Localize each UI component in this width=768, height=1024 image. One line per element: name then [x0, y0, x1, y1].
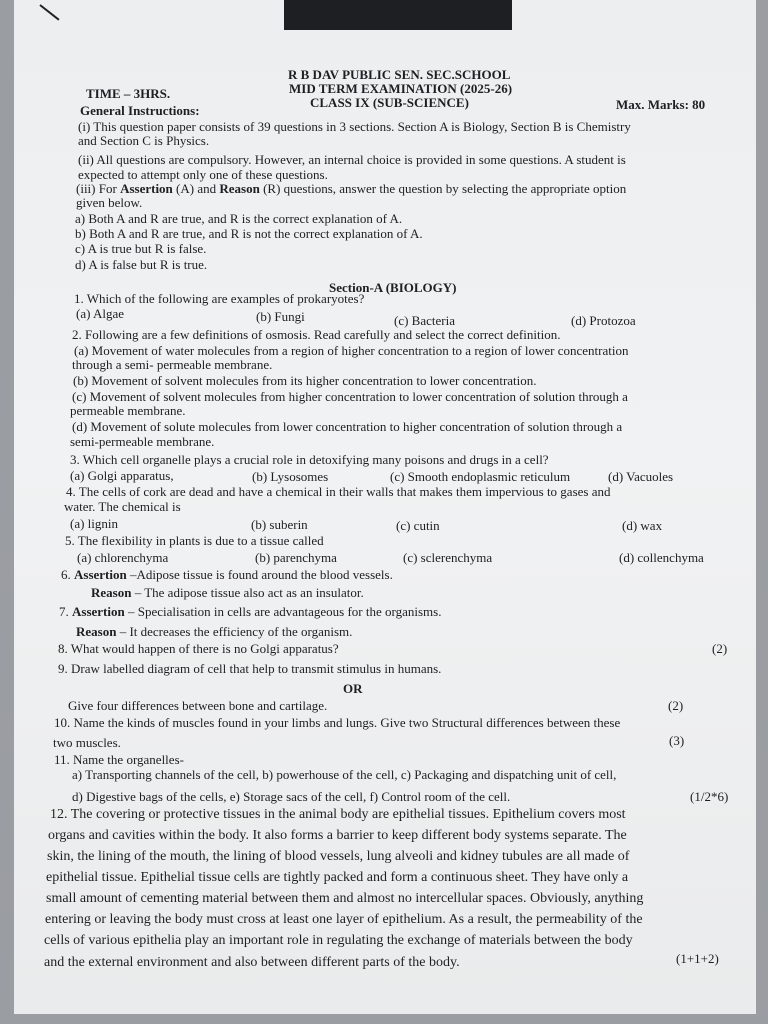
- q5-option-a: (a) chlorenchyma: [77, 550, 169, 565]
- instruction-iii-line1: (iii) For Assertion (A) and Reason (R) questions, answer the question by selecting the appropriate option: [76, 181, 627, 196]
- q6-reason: Reason – The adipose tissue also act as an insulator.: [91, 585, 364, 600]
- q2-option-b: (b) Movement of solvent molecules from its higher concentration to lower concentration.: [73, 373, 537, 388]
- q9-or: OR: [343, 681, 363, 696]
- q4-text-line2: water. The chemical is: [64, 499, 181, 514]
- exam-time: TIME – 3HRS.: [86, 86, 171, 101]
- q12-line2: organs and cavities within the body. It also forms a barrier to keep different body systems separate. The: [48, 828, 627, 843]
- q11-line2: d) Digestive bags of the cells, e) Storage sacs of the cell, f) Control room of the cell.: [72, 789, 511, 804]
- instruction-iii-line2: given below.: [76, 195, 143, 210]
- pen-mark: [39, 4, 59, 20]
- q4-option-c: (c) cutin: [396, 518, 440, 533]
- q3-option-c: (c) Smooth endoplasmic reticulum: [390, 469, 571, 484]
- q12-line7: cells of various epithelia play an important role in regulating the exchange of materials between the body: [44, 933, 633, 948]
- q2-option-a-line1: (a) Movement of water molecules from a region of higher concentration to a region of lower concentration: [74, 343, 629, 358]
- q5-option-b: (b) parenchyma: [255, 550, 337, 565]
- q11-line1: a) Transporting channels of the cell, b) powerhouse of the cell, c) Packaging and dispatching unit of cell,: [72, 767, 617, 782]
- q12-line5: small amount of cementing material between them and almost no intercellular spaces. Obviously, anything: [46, 891, 644, 906]
- exam-paper: [14, 0, 756, 1014]
- q4-option-d: (d) wax: [622, 518, 663, 533]
- q9-marks: (2): [668, 698, 684, 713]
- redaction-bar: [284, 0, 512, 30]
- q12-line1: 12. The covering or protective tissues in the animal body are epithelial tissues. Epithelium covers most: [50, 807, 626, 822]
- q12-line3: skin, the lining of the mouth, the lining of blood vessels, lung alveoli and kidney tubules are all made of: [47, 849, 630, 864]
- q2-option-c-line1: (c) Movement of solvent molecules from higher concentration to lower concentration of solution through a: [72, 389, 628, 404]
- q12-marks: (1+1+2): [676, 951, 719, 966]
- class-subject: CLASS IX (SUB-SCIENCE): [310, 95, 469, 110]
- q4-option-a: (a) lignin: [70, 516, 119, 531]
- q10-text-line2: two muscles.: [53, 735, 121, 750]
- q11-text: 11. Name the organelles-: [54, 752, 184, 767]
- q3-option-d: (d) Vacuoles: [608, 469, 674, 484]
- instructions-heading: General Instructions:: [80, 103, 200, 118]
- q2-option-c-line2: permeable membrane.: [70, 403, 186, 418]
- q9-alternative: Give four differences between bone and cartilage.: [68, 698, 328, 713]
- q7-assertion: 7. Assertion – Specialisation in cells are advantageous for the organisms.: [59, 604, 442, 619]
- instruction-i-line2: and Section C is Physics.: [78, 133, 210, 148]
- instruction-i-line1: (i) This question paper consists of 39 questions in 3 sections. Section A is Biology, Section B is Chemistry: [78, 119, 631, 134]
- q2-option-d-line1: (d) Movement of solute molecules from lower concentration to higher concentration of solution through a: [72, 419, 623, 434]
- q11-marks: (1/2*6): [690, 789, 729, 804]
- exam-title: MID TERM EXAMINATION (2025-26): [289, 81, 513, 96]
- school-name: R B DAV PUBLIC SEN. SEC.SCHOOL: [288, 67, 511, 82]
- q6-assertion: 6. Assertion –Adipose tissue is found around the blood vessels.: [61, 567, 393, 582]
- option-d: d) A is false but R is true.: [75, 257, 208, 272]
- q1-option-a: (a) Algae: [76, 306, 125, 321]
- q2-option-d-line2: semi-permeable membrane.: [70, 434, 215, 449]
- option-b: b) Both A and R are true, and R is not the correct explanation of A.: [75, 226, 423, 241]
- instruction-ii-line2: expected to attempt only one of these questions.: [78, 167, 328, 182]
- q1-text: 1. Which of the following are examples of prokaryotes?: [74, 291, 365, 306]
- q7-reason: Reason – It decreases the efficiency of the organism.: [76, 624, 353, 639]
- option-c: c) A is true but R is false.: [75, 241, 207, 256]
- q12-line8: and the external environment and also between different parts of the body.: [44, 955, 460, 970]
- q3-option-b: (b) Lysosomes: [252, 469, 329, 484]
- q12-line6: entering or leaving the body must cross at least one layer of epithelium. As a result, the permeability of the: [45, 912, 643, 927]
- q12-line4: epithelial tissue. Epithelial tissue cells are tightly packed and form a continuous sheet. They have only a: [46, 870, 629, 885]
- q8-marks: (2): [712, 641, 728, 656]
- q10-text-line1: 10. Name the kinds of muscles found in your limbs and lungs. Give two Structural differences between these: [54, 715, 621, 730]
- q1-option-b: (b) Fungi: [256, 309, 305, 324]
- q2-option-a-line2: through a semi- permeable membrane.: [72, 357, 273, 372]
- q3-option-a: (a) Golgi apparatus,: [70, 468, 174, 483]
- q4-text-line1: 4. The cells of cork are dead and have a chemical in their walls that makes them impervious to gases and: [66, 484, 611, 499]
- max-marks: Max. Marks: 80: [616, 97, 706, 112]
- q8-text: 8. What would happen of there is no Golgi apparatus?: [58, 641, 339, 656]
- q5-option-d: (d) collenchyma: [619, 550, 704, 565]
- instruction-ii-line1: (ii) All questions are compulsory. However, an internal choice is provided in some questions. A student is: [78, 152, 626, 167]
- option-a: a) Both A and R are true, and R is the correct explanation of A.: [75, 211, 403, 226]
- q4-option-b: (b) suberin: [251, 517, 308, 532]
- q2-text: 2. Following are a few definitions of osmosis. Read carefully and select the correct definition.: [72, 327, 561, 342]
- section-a-heading: Section-A (BIOLOGY): [329, 280, 457, 295]
- q3-text: 3. Which cell organelle plays a crucial role in detoxifying many poisons and drugs in a cell?: [70, 452, 549, 467]
- q1-option-d: (d) Protozoa: [571, 313, 636, 328]
- q5-text: 5. The flexibility in plants is due to a tissue called: [65, 533, 324, 548]
- q1-option-c: (c) Bacteria: [394, 313, 455, 328]
- q5-option-c: (c) sclerenchyma: [403, 550, 493, 565]
- q10-marks: (3): [669, 733, 685, 748]
- q9-text: 9. Draw labelled diagram of cell that help to transmit stimulus in humans.: [58, 661, 442, 676]
